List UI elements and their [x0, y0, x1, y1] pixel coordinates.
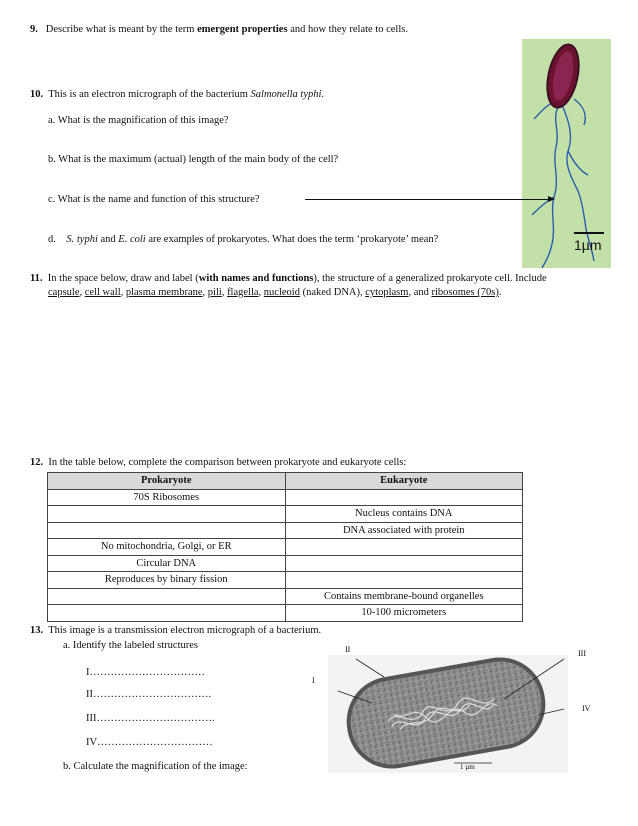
table-cell[interactable] [48, 522, 286, 539]
table-cell[interactable]: Contains membrane-bound organelles [285, 588, 523, 605]
table-cell[interactable]: Circular DNA [48, 555, 286, 572]
table-cell[interactable] [285, 555, 523, 572]
blank-iii[interactable]: III……………………………. [86, 713, 215, 724]
question-text-end: ), the structure of a generalized prokaryote cell. Include [313, 273, 547, 284]
question-9 [30, 24, 408, 35]
question-10a: a. What is the magnification of this image? [48, 115, 229, 126]
table-cell[interactable] [48, 588, 286, 605]
table-cell[interactable] [48, 506, 286, 523]
label-iv: IV [582, 704, 591, 713]
question-10 [30, 89, 324, 100]
table-cell[interactable] [285, 572, 523, 589]
question-number: 9. [30, 24, 38, 35]
question-text: This is an electron micrograph of the bacterium [48, 89, 251, 100]
question-number: 13. [30, 625, 44, 636]
pointer-arrow-head [548, 196, 555, 202]
question-text: This image is a transmission electron micrograph of a bacterium. [48, 625, 322, 636]
question-text: In the space below, draw and label ( [47, 273, 199, 284]
header-prokaryote: Prokaryote [48, 473, 286, 490]
blank-iv[interactable]: IV…………………………… [86, 737, 213, 748]
question-13b: b. Calculate the magnification of the image: [63, 761, 248, 772]
question-text: are examples of prokaryotes. What does the term ‘prokaryote’ mean? [145, 234, 439, 245]
term-ribosomes: ribosomes (70s) [431, 287, 499, 298]
term-plasma-membrane: plasma membrane [125, 287, 203, 298]
table-cell[interactable]: 70S Ribosomes [48, 489, 286, 506]
species-name: Salmonella typhi [250, 89, 322, 100]
term-nucleoid: nucleoid [263, 287, 300, 298]
question-13a: a. Identify the labeled structures [63, 640, 198, 651]
table-cell[interactable]: 10-100 micrometers [285, 605, 523, 622]
table-row [48, 588, 523, 605]
question-text: In the table below, complete the comparison between prokaryote and eukaryote cells: [48, 457, 407, 468]
table-cell[interactable] [285, 539, 523, 556]
table-row [48, 489, 523, 506]
blank-ii[interactable]: II……………………………. [86, 689, 212, 700]
table-header-row [48, 473, 523, 490]
question-10c: c. What is the name and function of this structure? [48, 194, 260, 205]
table-row [48, 522, 523, 539]
table-cell[interactable] [48, 605, 286, 622]
question-text: Describe what is meant by the term [45, 24, 198, 35]
scale-label: 1µm [574, 237, 602, 253]
table-cell[interactable] [285, 489, 523, 506]
question-12 [30, 457, 406, 468]
period: . [498, 287, 502, 298]
term-capsule: capsule [48, 287, 80, 298]
table-cell[interactable]: No mitochondria, Golgi, or ER [48, 539, 286, 556]
nucleoid-note: (naked DNA), [299, 287, 366, 298]
label-i: I [312, 676, 315, 685]
table-cell[interactable]: Nucleus contains DNA [285, 506, 523, 523]
label-ii: II [345, 645, 351, 654]
term-cell-wall: cell wall [84, 287, 121, 298]
question-11 [30, 273, 547, 284]
pointer-arrow-line [305, 199, 550, 200]
question-10b: b. What is the maximum (actual) length of the main body of the cell? [48, 154, 339, 165]
table-cell[interactable]: DNA associated with protein [285, 522, 523, 539]
header-eukaryote: Eukaryote [285, 473, 523, 490]
species-s-typhi: S. typhi [66, 234, 98, 245]
structure-terms: capsule, cell wall, plasma membrane, pili, flagella, nucleoid (naked DNA), cytoplasm, and ribosomes (70s). [48, 287, 502, 298]
question-10d [48, 234, 438, 245]
table-row [48, 605, 523, 622]
blank-i[interactable]: I…………………………… [86, 667, 205, 678]
comparison-table [47, 472, 523, 622]
term-cytoplasm: cytoplasm [365, 287, 409, 298]
emphasis-text: with names and functions [198, 273, 314, 284]
question-number: 10. [30, 89, 44, 100]
question-text-end: and how they relate to cells. [287, 24, 408, 35]
term-flagella: flagella [227, 287, 259, 298]
species-e-coli: E. coli [118, 234, 146, 245]
question-number: 11. [30, 273, 43, 284]
emergent-properties-term: emergent properties [197, 24, 288, 35]
item-letter: d. [48, 234, 56, 245]
term-pili: pili [207, 287, 222, 298]
salmonella-micrograph [522, 39, 611, 268]
conjunction: and [97, 234, 119, 245]
scale-label: 1 µm [460, 763, 475, 771]
table-row [48, 539, 523, 556]
question-13 [30, 625, 321, 636]
table-row [48, 555, 523, 572]
tem-micrograph [328, 655, 568, 773]
table-cell[interactable]: Reproduces by binary fission [48, 572, 286, 589]
question-number: 12. [30, 457, 44, 468]
table-row [48, 506, 523, 523]
table-row [48, 572, 523, 589]
label-iii: III [578, 649, 586, 658]
period: . [321, 89, 325, 100]
